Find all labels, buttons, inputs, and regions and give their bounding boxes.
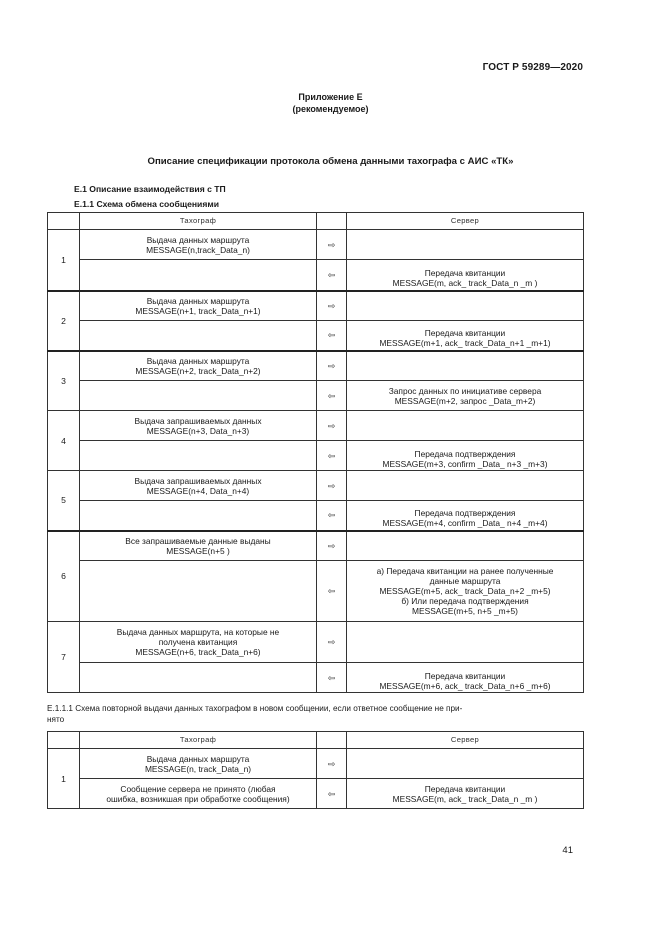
message-line: Запрос данных по инициативе сервера bbox=[388, 385, 542, 396]
server-empty bbox=[347, 291, 584, 321]
arrow-left-icon: ⇦ bbox=[317, 441, 347, 471]
appendix-subtitle: (рекомендуемое) bbox=[292, 104, 369, 114]
header-server: Сервер bbox=[347, 732, 584, 749]
message-line: Выдача запрашиваемых данных bbox=[134, 415, 262, 426]
table-row bbox=[48, 531, 584, 561]
message-line: MESSAGE(m+4, confirm _Data_ n+4 _m+4) bbox=[382, 518, 548, 529]
message-line: ошибка, возникшая при обработке сообщения) bbox=[106, 793, 290, 804]
row-number: 3 bbox=[48, 351, 80, 411]
table-row bbox=[48, 230, 584, 260]
tachograph-empty bbox=[80, 501, 317, 531]
arrow-left-icon: ⇦ bbox=[317, 501, 347, 531]
tachograph-empty bbox=[80, 663, 317, 693]
arrow-left-icon: ⇦ bbox=[317, 381, 347, 411]
caption-line: Е.1.1.1 Схема повторной выдачи данных тахографом в новом сообщении, если ответное сообщение не при- bbox=[47, 704, 463, 713]
server-message bbox=[347, 441, 584, 471]
message-line: Сообщение сервера не принято (любая bbox=[120, 783, 276, 794]
message-line: MESSAGE(m+3, confirm _Data_ n+3 _m+3) bbox=[382, 458, 548, 469]
header-direction bbox=[317, 732, 347, 749]
message-line: MESSAGE(m+6, ack_ track_Data_n+6 _m+6) bbox=[379, 680, 551, 691]
row-number: 6 bbox=[48, 531, 80, 622]
server-empty bbox=[347, 531, 584, 561]
table-row bbox=[48, 351, 584, 381]
server-empty bbox=[347, 471, 584, 501]
tachograph-error-message bbox=[80, 779, 317, 809]
header-number bbox=[48, 213, 80, 230]
message-line: MESSAGE(n+6, track_Data_n+6) bbox=[135, 647, 261, 657]
message-line: Все запрашиваемые данные выданы bbox=[125, 535, 271, 546]
server-message bbox=[347, 501, 584, 531]
tachograph-message bbox=[80, 749, 317, 779]
server-message bbox=[347, 779, 584, 809]
arrow-right-icon: ⇨ bbox=[317, 749, 347, 779]
repeat-scheme-caption bbox=[47, 703, 583, 725]
server-empty bbox=[347, 230, 584, 260]
message-line: MESSAGE(n+1, track_Data_n+1) bbox=[135, 305, 261, 316]
message-line: MESSAGE(m+1, ack_ track_Data_n+1 _m+1) bbox=[379, 338, 551, 349]
tachograph-message bbox=[80, 230, 317, 260]
tachograph-message bbox=[80, 411, 317, 441]
server-message bbox=[347, 321, 584, 351]
message-line: Выдача данных маршрута bbox=[146, 234, 250, 245]
table-row bbox=[48, 471, 584, 501]
message-line: MESSAGE(m+5, ack_ track_Data_n+2 _m+5) bbox=[379, 586, 551, 596]
arrow-left-icon: ⇦ bbox=[317, 260, 347, 291]
server-message bbox=[347, 663, 584, 693]
table-header-row bbox=[48, 732, 584, 749]
header-number bbox=[48, 732, 80, 749]
header-tachograph: Тахограф bbox=[80, 732, 317, 749]
row-number: 5 bbox=[48, 471, 80, 531]
exchange-scheme-table bbox=[47, 212, 584, 693]
table-row bbox=[48, 622, 584, 663]
arrow-right-icon: ⇨ bbox=[317, 471, 347, 501]
repeat-scheme-table bbox=[47, 731, 584, 809]
server-message bbox=[347, 381, 584, 411]
header-server: Сервер bbox=[347, 213, 584, 230]
server-empty bbox=[347, 749, 584, 779]
arrow-right-icon: ⇨ bbox=[317, 291, 347, 321]
table-row bbox=[48, 441, 584, 471]
row-number: 2 bbox=[48, 291, 80, 351]
message-line: MESSAGE(n+4, Data_n+4) bbox=[146, 485, 250, 496]
table-row bbox=[48, 381, 584, 411]
arrow-right-icon: ⇨ bbox=[317, 230, 347, 260]
header-direction bbox=[317, 213, 347, 230]
arrow-right-icon: ⇨ bbox=[317, 351, 347, 381]
row-number: 1 bbox=[48, 230, 80, 291]
message-line: получена квитанция bbox=[158, 637, 238, 647]
server-empty bbox=[347, 411, 584, 441]
standard-number: ГОСТ Р 59289—2020 bbox=[482, 62, 583, 73]
message-line: Передача подтверждения bbox=[414, 508, 516, 519]
message-line: Передача подтверждения bbox=[414, 448, 516, 459]
message-line: Выдача данных маршрута bbox=[146, 355, 250, 366]
server-message bbox=[347, 561, 584, 622]
tachograph-empty bbox=[80, 381, 317, 411]
message-line: Выдача данных маршрута, на которые не bbox=[116, 627, 280, 637]
table-row bbox=[48, 663, 584, 693]
tachograph-message bbox=[80, 471, 317, 501]
message-line: MESSAGE(m, ack_ track_Data_n _m ) bbox=[392, 277, 538, 288]
arrow-right-icon: ⇨ bbox=[317, 531, 347, 561]
table-row bbox=[48, 411, 584, 441]
table-row bbox=[48, 561, 584, 622]
tachograph-message bbox=[80, 291, 317, 321]
page-number: 41 bbox=[562, 845, 573, 856]
server-message bbox=[347, 260, 584, 291]
message-line: Передача квитанции bbox=[424, 670, 506, 681]
message-line: MESSAGE(n+3, Data_n+3) bbox=[146, 425, 250, 436]
row-number: 1 bbox=[48, 749, 80, 809]
arrow-left-icon: ⇦ bbox=[317, 561, 347, 622]
table-header-row bbox=[48, 213, 584, 230]
message-line: MESSAGE(m+5, n+5 _m+5) bbox=[412, 606, 518, 616]
message-line: Выдача данных маршрута bbox=[146, 295, 250, 306]
message-line: MESSAGE(n, track_Data_n) bbox=[144, 763, 252, 774]
header-tachograph: Тахограф bbox=[80, 213, 317, 230]
arrow-right-icon: ⇨ bbox=[317, 622, 347, 663]
tachograph-empty bbox=[80, 441, 317, 471]
server-empty bbox=[347, 351, 584, 381]
table-row bbox=[48, 291, 584, 321]
appendix-title: Приложение Е bbox=[298, 92, 363, 102]
tachograph-message bbox=[80, 531, 317, 561]
message-line: данные маршрута bbox=[429, 576, 501, 586]
section-heading-e1: Е.1 Описание взаимодействия с ТП bbox=[74, 184, 226, 194]
table-row bbox=[48, 749, 584, 779]
server-empty bbox=[347, 622, 584, 663]
table-row bbox=[48, 321, 584, 351]
arrow-right-icon: ⇨ bbox=[317, 411, 347, 441]
message-line: MESSAGE(m, ack_ track_Data_n _m ) bbox=[392, 793, 538, 804]
message-line: MESSAGE(m+2, запрос _Data_m+2) bbox=[394, 395, 536, 406]
arrow-left-icon: ⇦ bbox=[317, 779, 347, 809]
document-title: Описание спецификации протокола обмена данными тахографа с АИС «ТК» bbox=[147, 156, 514, 167]
tachograph-empty bbox=[80, 260, 317, 291]
tachograph-message bbox=[80, 351, 317, 381]
message-line: Передача квитанции bbox=[424, 267, 506, 278]
arrow-left-icon: ⇦ bbox=[317, 321, 347, 351]
table-row bbox=[48, 501, 584, 531]
message-line: MESSAGE(n+5 ) bbox=[166, 545, 230, 556]
caption-line: нято bbox=[47, 715, 65, 724]
arrow-left-icon: ⇦ bbox=[317, 663, 347, 693]
section-heading-e11: Е.1.1 Схема обмена сообщениями bbox=[74, 199, 219, 209]
table-row bbox=[48, 260, 584, 291]
table-row bbox=[48, 779, 584, 809]
row-number: 4 bbox=[48, 411, 80, 471]
message-line: б) Или передача подтверждения bbox=[401, 596, 529, 606]
message-line: Передача квитанции bbox=[424, 328, 506, 339]
message-line: Выдача запрашиваемых данных bbox=[134, 475, 262, 486]
message-line: а) Передача квитанции на ранее полученные bbox=[376, 566, 554, 576]
message-line: MESSAGE(n+2, track_Data_n+2) bbox=[135, 365, 261, 376]
row-number: 7 bbox=[48, 622, 80, 693]
tachograph-empty bbox=[80, 321, 317, 351]
message-line: MESSAGE(n,track_Data_n) bbox=[146, 244, 250, 255]
message-line: Выдача данных маршрута bbox=[146, 753, 250, 764]
message-line: Передача квитанции bbox=[424, 783, 506, 794]
tachograph-message bbox=[80, 622, 317, 663]
tachograph-empty bbox=[80, 561, 317, 622]
